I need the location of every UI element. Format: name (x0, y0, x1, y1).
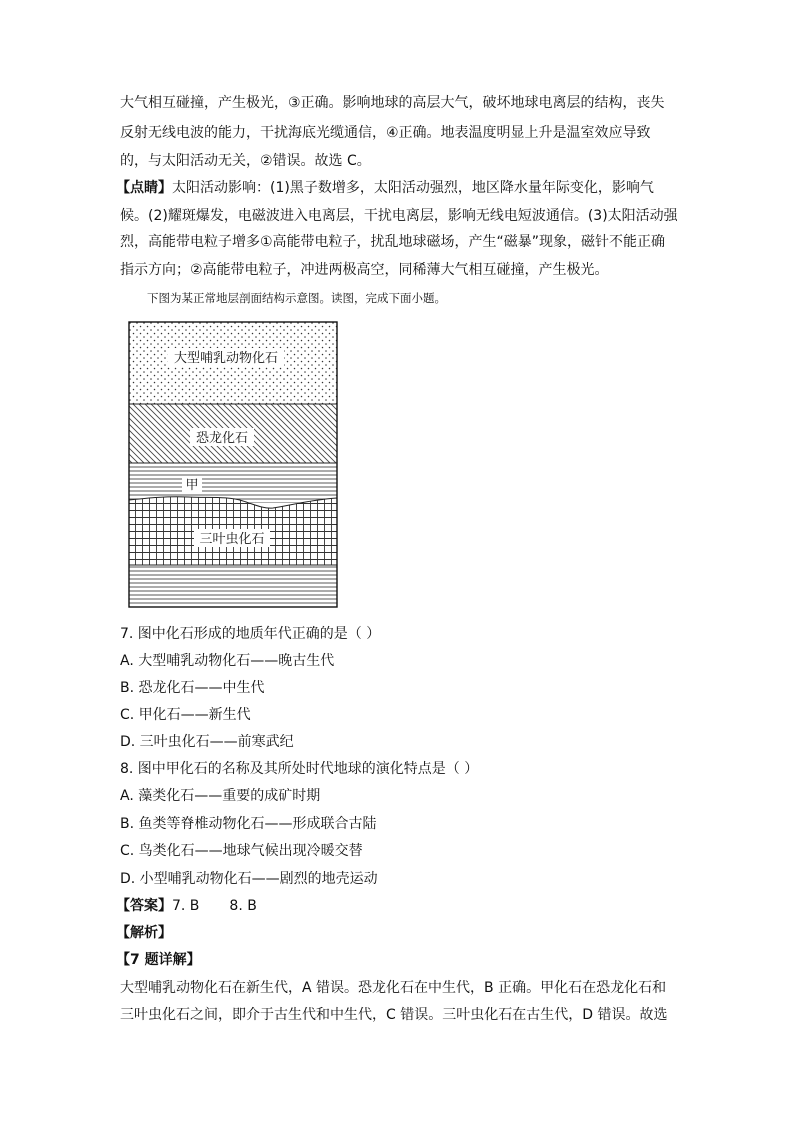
q7-option-d: D. 三叶虫化石——前寒武纪 (120, 734, 294, 750)
label-jia: 甲 (185, 478, 199, 493)
detail-line: 大型哺乳动物化石在新生代，A 错误。恐龙化石在中生代，B 正确。甲化石在恐龙化石和 (120, 980, 667, 996)
q7-option-c: C. 甲化石——新生代 (120, 707, 251, 723)
figure-intro: 下图为某正常地层剖面结构示意图。读图，完成下面小题。 (147, 291, 446, 305)
dianjing-line (116, 179, 654, 197)
question-7-stem: 7. 图中化石形成的地质年代正确的是（ ） (120, 626, 381, 642)
answer-line (116, 897, 257, 915)
stratigraphic-section-diagram (128, 321, 340, 609)
paragraph-line: 指示方向；②高能带电粒子，冲进两极高空，同稀薄大气相互碰撞，产生极光。 (120, 262, 609, 278)
detail-line: 三叶虫化石之间，即介于古生代和中生代，C 错误。三叶虫化石在古生代，D 错误。故选 (120, 1007, 668, 1023)
detail-tag: 【7 题详解】 (116, 952, 201, 968)
paragraph-line: 反射无线电波的能力，干扰海底光缆通信，④正确。地表温度明显上升是温室效应导致 (120, 125, 651, 141)
q8-option-b: B. 鱼类等脊椎动物化石——形成联合古陆 (120, 816, 377, 832)
q7-option-a: A. 大型哺乳动物化石——晚古生代 (120, 653, 335, 669)
paragraph-line: 烈，高能带电粒子增多①高能带电粒子，扰乱地球磁场，产生“磁暴”现象，磁针不能正确 (120, 234, 666, 250)
q8-option-a: A. 藻类化石——重要的成矿时期 (120, 788, 321, 804)
analysis-tag: 【解析】 (116, 925, 172, 941)
q7-option-b: B. 恐龙化石——中生代 (120, 680, 265, 696)
question-8-stem: 8. 图中甲化石的名称及其所处时代地球的演化特点是（ ） (120, 761, 479, 777)
paragraph-line: 大气相互碰撞，产生极光，③正确。影响地球的高层大气，破坏地球电离层的结构，丧失 (120, 95, 665, 111)
label-trilobite-fossils: 三叶虫化石 (199, 532, 265, 547)
paragraph-line: 的，与太阳活动无关，②错误。故选 C。 (120, 153, 371, 169)
dianjing-tag: 【点睛】 (116, 180, 172, 196)
label-mammal-fossils: 大型哺乳动物化石 (173, 351, 279, 366)
q8-option-d: D. 小型哺乳动物化石——剧烈的地壳运动 (120, 871, 378, 887)
q8-option-c: C. 鸟类化石——地球气候出现冷暖交替 (120, 843, 363, 859)
layer-bottom (129, 565, 337, 607)
paragraph-line: 候。(2)耀斑爆发，电磁波进入电离层，干扰电离层，影响无线电短波通信。(3)太阳活动强 (120, 208, 678, 224)
dianjing-first-text: 太阳活动影响：(1)黑子数增多，太阳活动强烈，地区降水量年际变化，影响气 (172, 180, 654, 196)
answer-tag: 【答案】 (116, 898, 172, 914)
answer-q8: 8. B (229, 898, 257, 914)
label-dinosaur-fossils: 恐龙化石 (195, 431, 249, 446)
answer-q7: 7. B (172, 898, 200, 914)
